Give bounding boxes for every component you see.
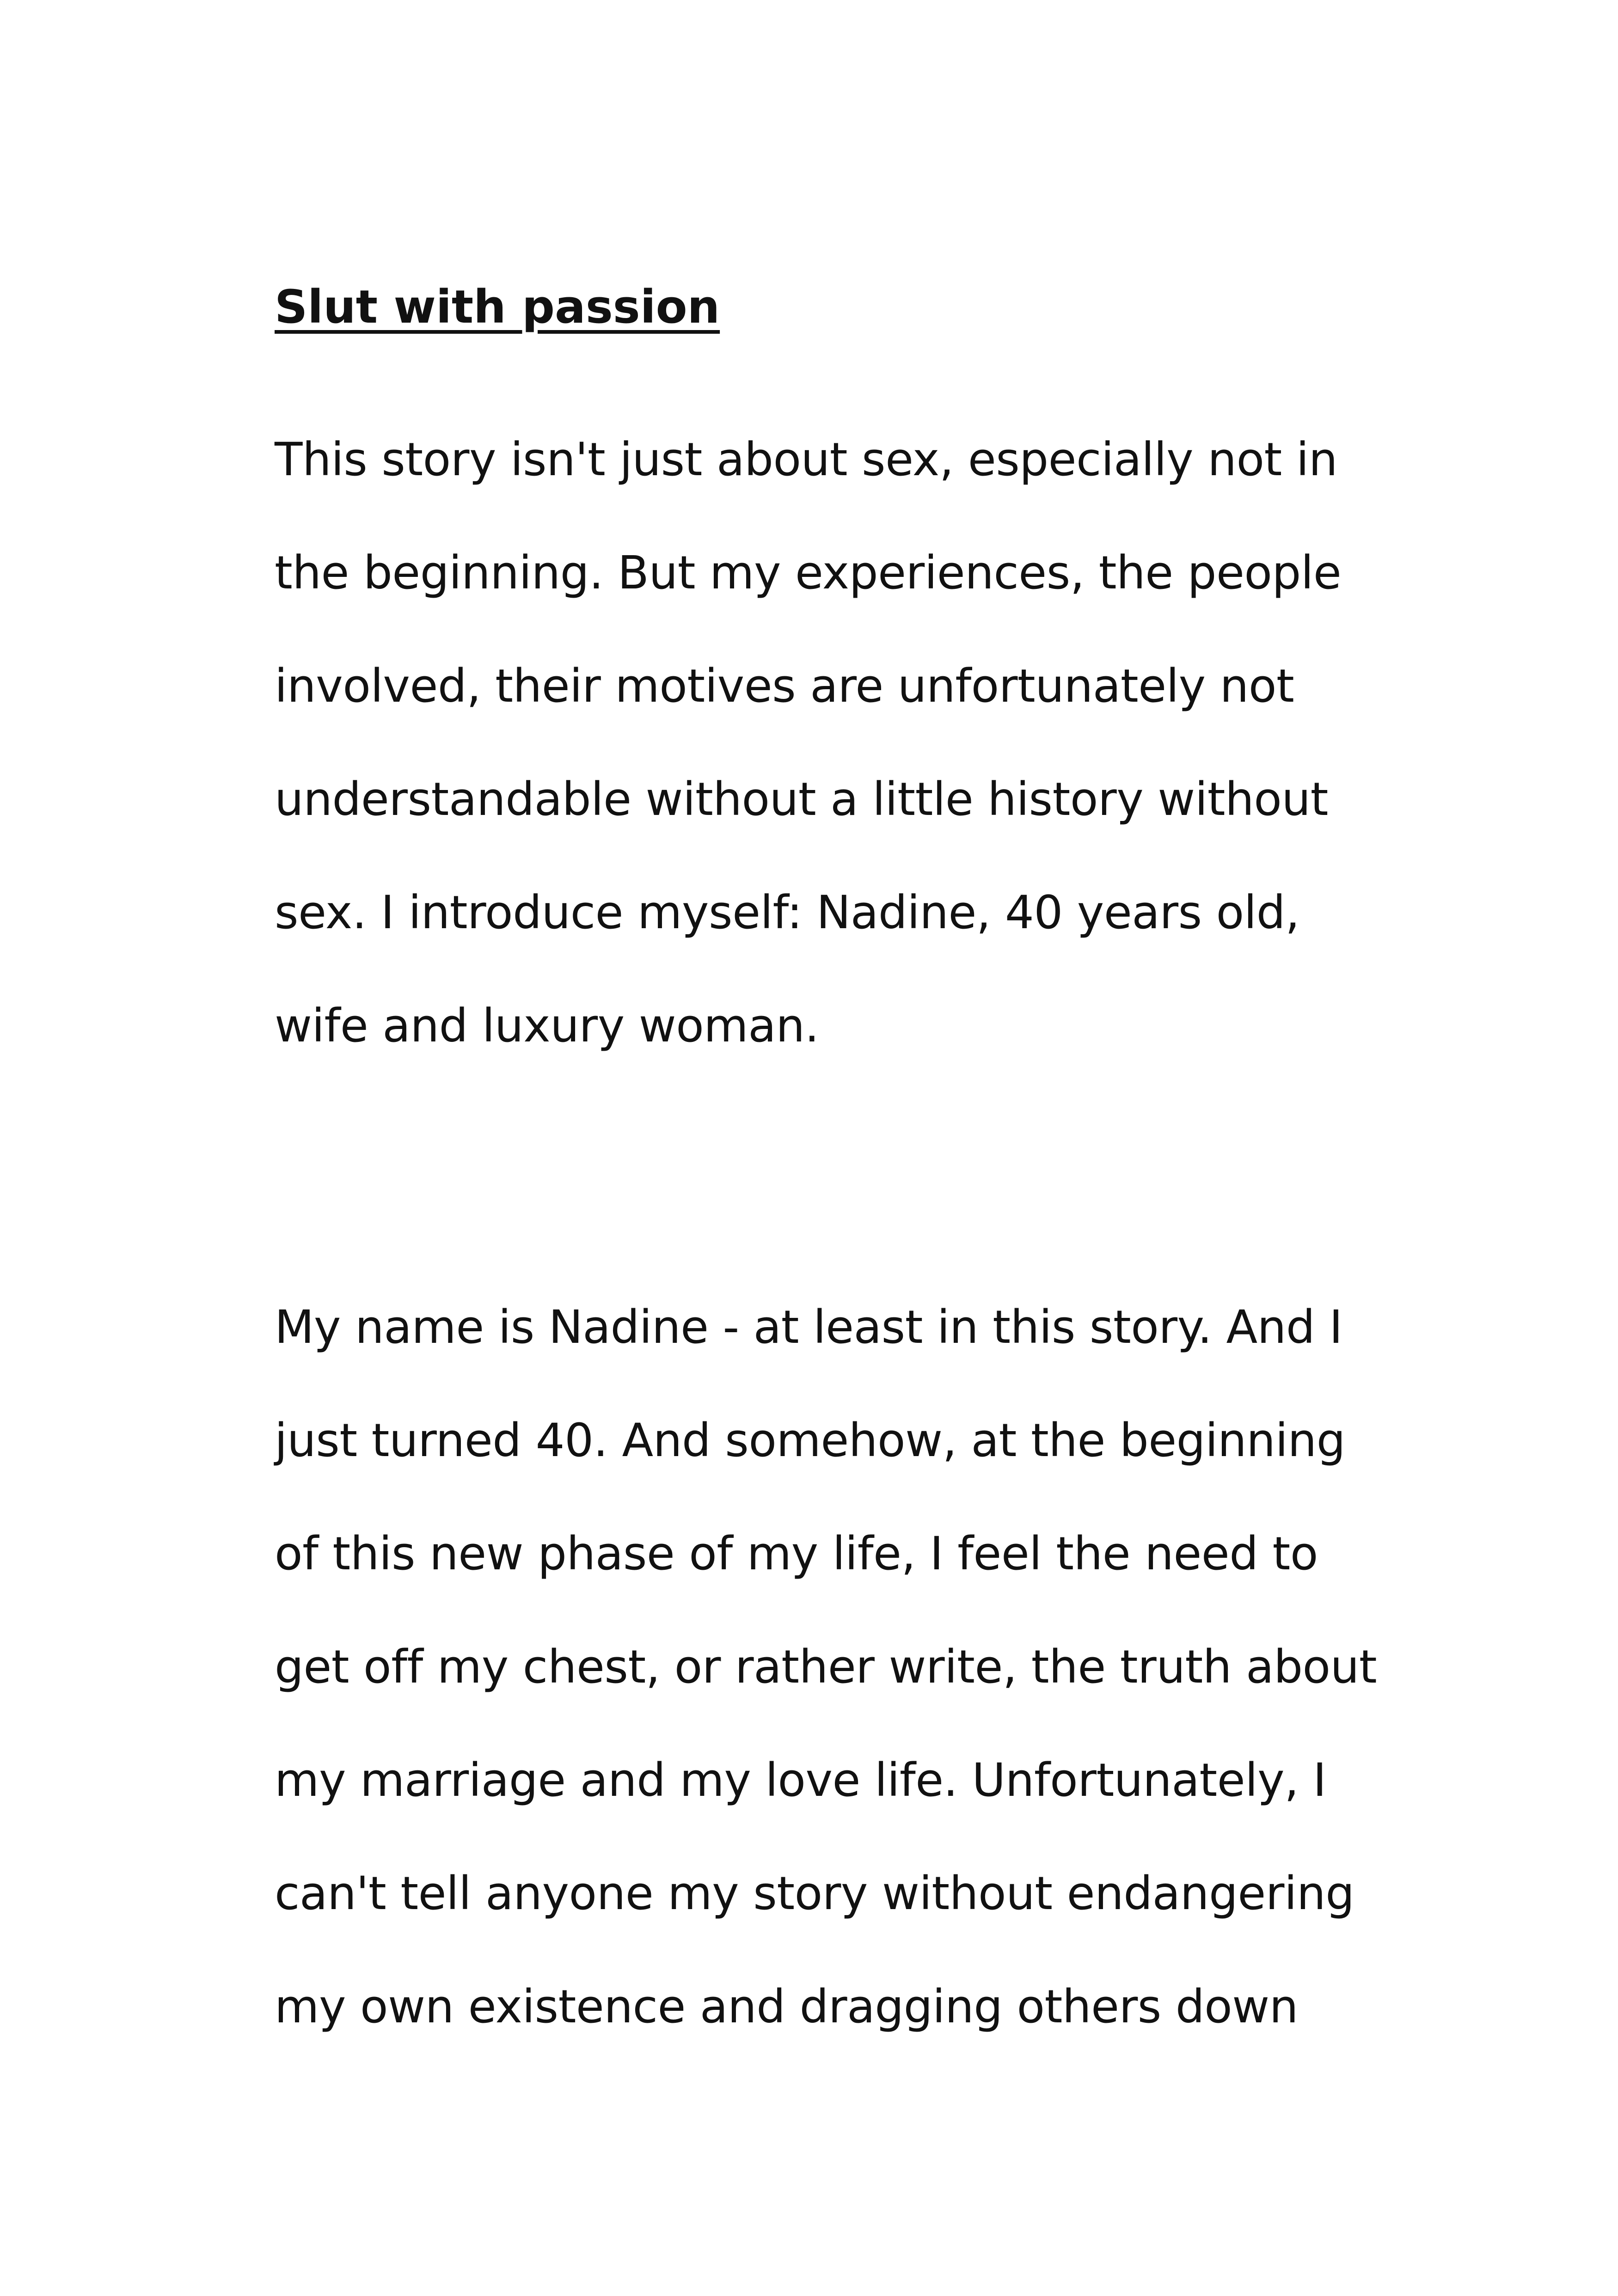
document-title: Slut with passion <box>275 281 720 334</box>
text-line: my marriage and my love life. Unfortunately, I <box>275 1754 1326 1807</box>
text-line: get off my chest, or rather write, the truth about <box>275 1641 1377 1694</box>
text-line: involved, their motives are unfortunately not <box>275 660 1294 713</box>
text-line: sex. I introduce myself: Nadine, 40 years old, <box>275 886 1300 939</box>
text-line: the beginning. But my experiences, the people <box>275 546 1342 600</box>
text-line: just turned 40. And somehow, at the beginning <box>275 1414 1346 1467</box>
text-line: my own existence and dragging others down <box>275 1980 1298 2033</box>
text-line: wife and luxury woman. <box>275 999 819 1053</box>
text-line: This story isn't just about sex, especially not in <box>275 433 1338 486</box>
text-line: can't tell anyone my story without endangering <box>275 1867 1354 1920</box>
text-line: of this new phase of my life, I feel the need to <box>275 1527 1318 1580</box>
text-line: My name is Nadine - at least in this story. And I <box>275 1301 1342 1354</box>
text-line: understandable without a little history without <box>275 773 1328 826</box>
